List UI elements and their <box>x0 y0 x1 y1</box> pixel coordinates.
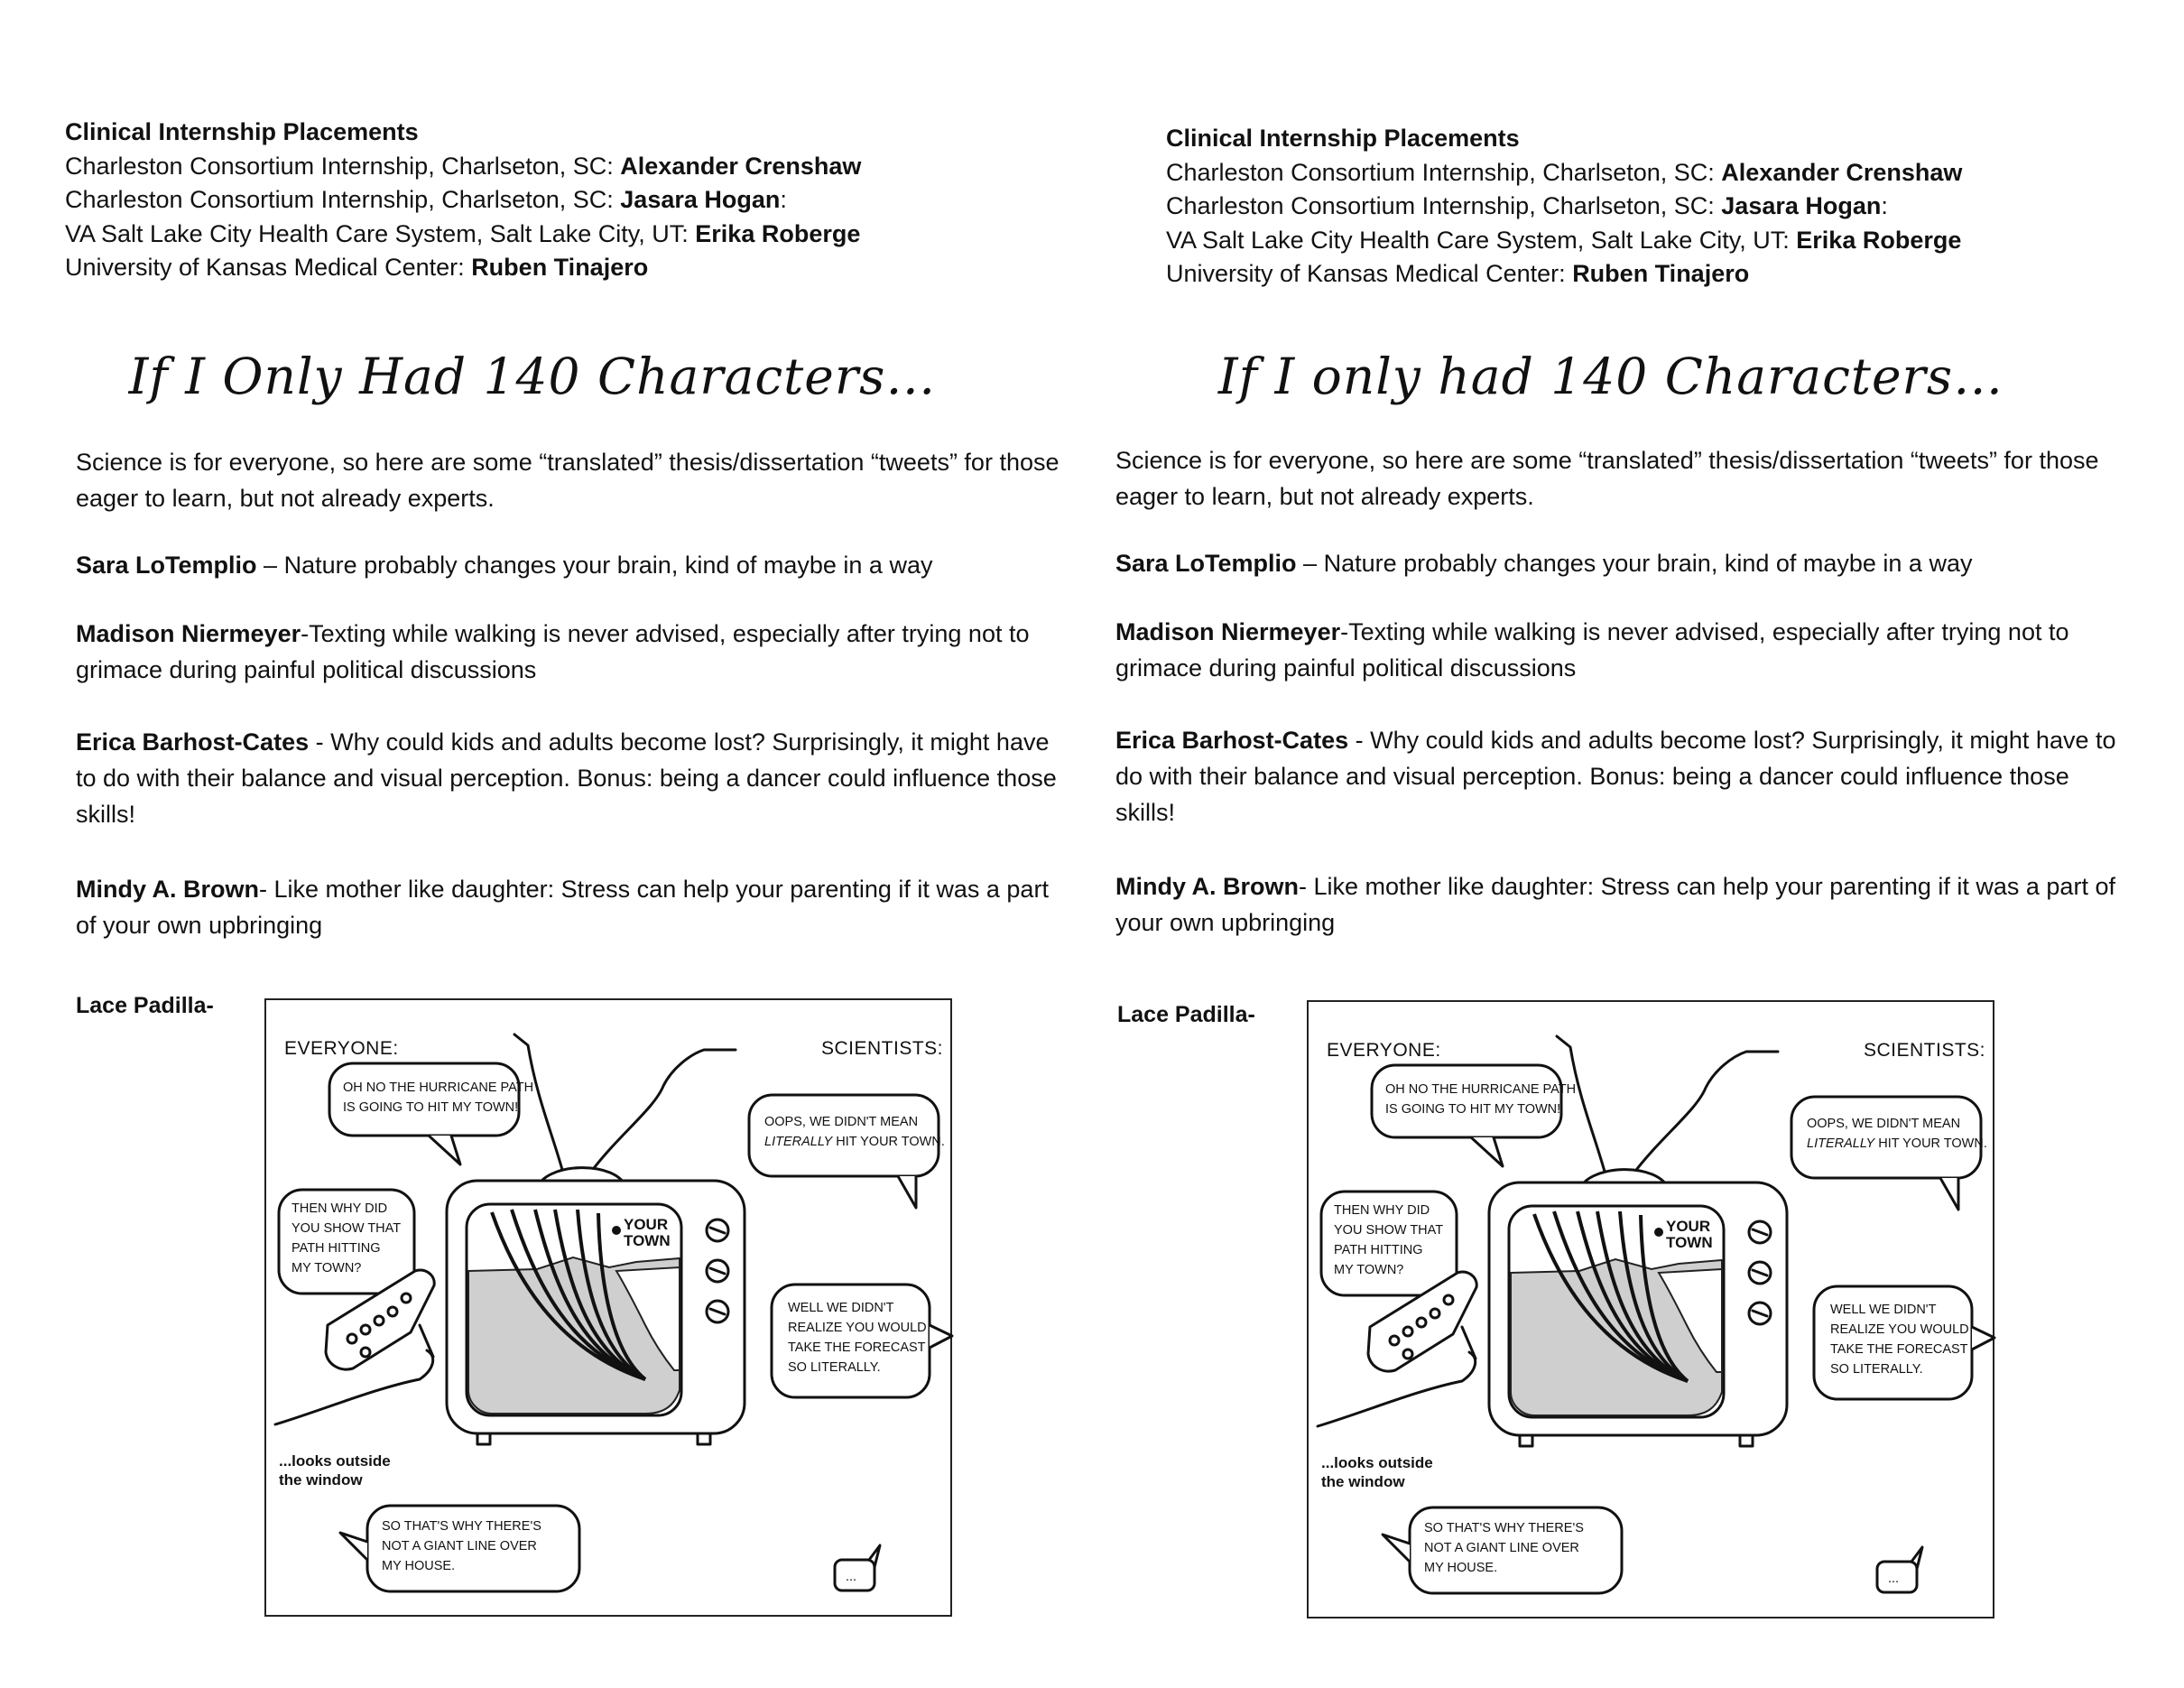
bubble-text: THEN WHY DID YOU SHOW THAT PATH HITTING MY TOWN? <box>1334 1203 1444 1277</box>
bubble-text: SO THAT'S WHY THERE'S NOT A GIANT LINE OVER MY HOUSE. <box>382 1519 541 1573</box>
placement-site: VA Salt Lake City Health Care System, Salt Lake City, UT: <box>65 219 696 247</box>
placement-item <box>65 150 861 184</box>
placement-intern: Erika Roberge <box>1796 226 1962 254</box>
tweet-entry <box>1115 545 2135 581</box>
tweet-author: Erica Barhost-Cates <box>1115 727 1349 754</box>
placement-intern: Alexander Crenshaw <box>620 152 862 180</box>
lace-author-label: Lace Padilla- <box>1117 1002 1255 1027</box>
scientists-label: SCIENTISTS: <box>1864 1040 1986 1061</box>
ellipsis-text: ... <box>846 1570 857 1584</box>
tweet-text: - Why could kids and adults become lost? Surprisingly, it might have to do with their balance and visual perception. Bonus: being a dancer could influence those skills! <box>76 728 1057 828</box>
tweet-author: Erica Barhost-Cates <box>76 728 310 756</box>
placement-intern: Alexander Crenshaw <box>1721 158 1963 186</box>
tweet-text: -Texting while walking is never advised, especially after trying not to grimace during painful political discussions <box>1115 618 2069 682</box>
placement-site: Charleston Consortium Internship, Charlseton, SC: <box>1166 158 1722 186</box>
placement-site: University of Kansas Medical Center: <box>1166 260 1573 287</box>
bubble-line: HIT YOUR TOWN. <box>832 1135 945 1149</box>
everyone-label: EVERYONE: <box>1327 1040 1441 1061</box>
your-town-label: YOUR TOWN <box>624 1216 671 1249</box>
town-marker <box>1654 1228 1663 1237</box>
narration <box>1321 1453 1433 1491</box>
tweet-author: Mindy A. Brown <box>76 876 259 903</box>
placement-item <box>1166 224 1962 258</box>
tweet-author: Madison Niermeyer <box>76 620 301 647</box>
section-headline: If I only had 140 Characters… <box>1217 348 2004 405</box>
placement-intern: Ruben Tinajero <box>1572 260 1750 287</box>
hurricane-comic <box>264 998 952 1617</box>
tweet-text: - Like mother like daughter: Stress can help your parenting if it was a part of your own upbringing <box>1115 873 2115 936</box>
placement-item <box>65 218 861 252</box>
placements-heading: Clinical Internship Placements <box>65 118 419 145</box>
narration-line: the window <box>1321 1473 1405 1490</box>
placement-item <box>1166 257 1962 292</box>
placement-item <box>1166 190 1962 224</box>
section-headline: If I Only Had 140 Characters… <box>128 348 937 405</box>
tweet-entry <box>76 616 1069 688</box>
intro-paragraph: Science is for everyone, so here are some “translated” thesis/dissertation “tweets” for those eager to learn, but not already experts. <box>1115 447 2099 510</box>
tweet-text: – Nature probably changes your brain, kind of maybe in a way <box>1296 550 1973 577</box>
tweet-entry <box>76 724 1069 832</box>
narration-line: ...looks outside <box>1321 1454 1433 1471</box>
tweet-text: - Why could kids and adults become lost? Surprisingly, it might have to do with their balance and visual perception. Bonus: being a dancer could influence those skills! <box>1115 727 2116 826</box>
tweet-entry <box>1115 868 2135 941</box>
tweet-author: Madison Niermeyer <box>1115 618 1341 645</box>
town-marker <box>612 1226 621 1235</box>
tweet-author: Sara LoTemplio <box>76 552 257 579</box>
placement-intern: Erika Roberge <box>695 219 861 247</box>
ellipsis-text: ... <box>1888 1572 1900 1586</box>
tweet-entry <box>76 871 1069 943</box>
tweet-entry <box>1115 614 2135 686</box>
bubble-text: SO THAT'S WHY THERE'S NOT A GIANT LINE OVER MY HOUSE. <box>1424 1521 1584 1575</box>
placement-item <box>1166 156 1962 190</box>
placement-suffix: : <box>1881 192 1888 219</box>
lace-author-label: Lace Padilla- <box>76 993 214 1018</box>
bubble-text: WELL WE DIDN'T REALIZE YOU WOULD TAKE THE FORECAST SO LITERALLY. <box>1830 1303 1969 1377</box>
bubble-line: HIT YOUR TOWN. <box>1874 1136 1987 1151</box>
narration <box>279 1451 391 1489</box>
bubble-text <box>764 1112 945 1152</box>
tweet-entry <box>1115 722 2135 830</box>
hurricane-comic <box>1307 1000 1994 1618</box>
placements-section <box>65 116 861 285</box>
bubble-text: OH NO THE HURRICANE PATH IS GOING TO HIT MY TOWN! <box>343 1081 534 1115</box>
tweet-text: - Like mother like daughter: Stress can help your parenting if it was a part of your own upbringing <box>76 876 1049 939</box>
placement-site: Charleston Consortium Internship, Charlseton, SC: <box>1166 192 1722 219</box>
tweet-text: – Nature probably changes your brain, kind of maybe in a way <box>256 552 933 579</box>
placement-intern: Jasara Hogan <box>1721 192 1882 219</box>
placement-site: VA Salt Lake City Health Care System, Salt Lake City, UT: <box>1166 226 1797 254</box>
bubble-text: WELL WE DIDN'T REALIZE YOU WOULD TAKE THE FORECAST SO LITERALLY. <box>788 1301 927 1375</box>
placements-heading: Clinical Internship Placements <box>1166 125 1520 152</box>
antenna-right <box>1633 1052 1778 1173</box>
bubble-emphasis: LITERALLY <box>1807 1136 1875 1151</box>
placements-section <box>1166 122 1962 292</box>
tweet-entry <box>76 547 1069 583</box>
bubble-text: THEN WHY DID YOU SHOW THAT PATH HITTING MY TOWN? <box>292 1201 402 1275</box>
placement-item <box>65 183 861 218</box>
bubble-text <box>1807 1114 1987 1154</box>
placement-intern: Ruben Tinajero <box>471 254 649 281</box>
bubble-line: OOPS, WE DIDN'T MEAN <box>764 1115 919 1129</box>
placement-site: Charleston Consortium Internship, Charlseton, SC: <box>65 186 621 213</box>
placement-intern: Jasara Hogan <box>620 186 781 213</box>
tweet-author: Mindy A. Brown <box>1115 873 1299 900</box>
right-page <box>1092 0 2184 1688</box>
bubble-line: OOPS, WE DIDN'T MEAN <box>1807 1117 1961 1131</box>
everyone-label: EVERYONE: <box>284 1038 399 1059</box>
placement-site: University of Kansas Medical Center: <box>65 254 472 281</box>
narration-line: the window <box>279 1471 363 1489</box>
narration-line: ...looks outside <box>279 1452 391 1470</box>
scientists-label: SCIENTISTS: <box>821 1038 944 1059</box>
placement-suffix: : <box>780 186 787 213</box>
placement-site: Charleston Consortium Internship, Charlseton, SC: <box>65 152 621 180</box>
antenna-right <box>591 1050 736 1172</box>
tweet-text: -Texting while walking is never advised, especially after trying not to grimace during painful political discussions <box>76 620 1030 683</box>
tweet-author: Sara LoTemplio <box>1115 550 1297 577</box>
intro-paragraph: Science is for everyone, so here are some “translated” thesis/dissertation “tweets” for those eager to learn, but not already experts. <box>76 449 1060 512</box>
bubble-emphasis: LITERALLY <box>764 1135 833 1149</box>
bubble-text: OH NO THE HURRICANE PATH IS GOING TO HIT MY TOWN! <box>1385 1082 1577 1117</box>
your-town-label: YOUR TOWN <box>1666 1218 1713 1251</box>
placement-item <box>65 251 861 285</box>
